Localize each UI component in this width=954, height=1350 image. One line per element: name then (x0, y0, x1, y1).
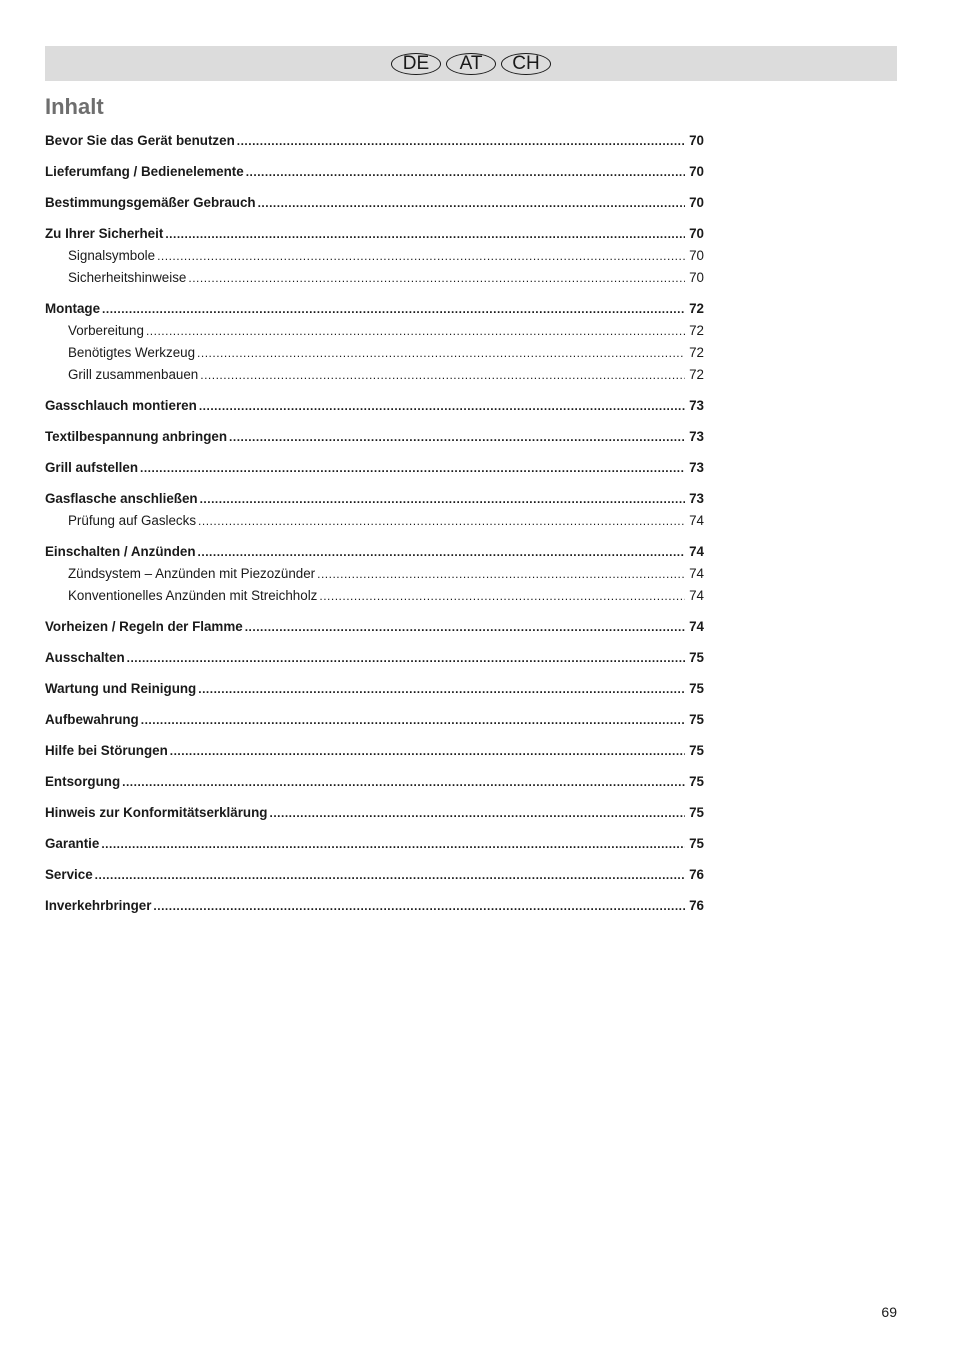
toc-section-entry (45, 298, 704, 320)
toc-entry-page: 74 (689, 588, 704, 603)
toc-entry-page: 75 (689, 836, 704, 851)
toc-entry-page: 74 (689, 544, 704, 559)
toc-section-entry (45, 740, 704, 762)
toc-entry-label: Entsorgung (45, 774, 121, 789)
toc-section-entry (45, 895, 704, 917)
toc-dot-leader (237, 130, 685, 152)
toc-section-entry (45, 130, 704, 152)
toc-dot-leader (170, 740, 685, 762)
toc-entry-label: Konventionelles Anzünden mit Streichholz (68, 588, 318, 603)
toc-entry-label: Benötigtes Werkzeug (68, 345, 196, 360)
toc-dot-leader (197, 342, 685, 364)
toc-entry-page: 72 (689, 345, 704, 360)
toc-entry-page: 72 (689, 323, 704, 338)
toc-dot-leader (140, 457, 685, 479)
toc-entry-page: 73 (689, 460, 704, 475)
toc-entry-page: 73 (689, 429, 704, 444)
toc-section-entry (45, 541, 704, 563)
toc-dot-leader (198, 541, 686, 563)
toc-entry-label: Montage (45, 301, 101, 316)
toc-entry-label: Hinweis zur Konformitätserklärung (45, 805, 268, 820)
toc-entry-page: 75 (689, 743, 704, 758)
toc-dot-leader (101, 833, 685, 855)
toc-entry-label: Hilfe bei Störungen (45, 743, 168, 758)
toc-dot-leader (269, 802, 685, 824)
toc-entry-page: 70 (689, 270, 704, 285)
toc-dot-leader (188, 267, 685, 289)
toc-section-entry (45, 488, 704, 510)
country-code-bar (45, 46, 897, 81)
toc-dot-leader (141, 709, 685, 731)
toc-entry-label: Aufbewahrung (45, 712, 139, 727)
toc-subsection-entry (45, 342, 704, 364)
toc-entry-page: 75 (689, 805, 704, 820)
toc-dot-leader (319, 585, 685, 607)
page-number: 69 (881, 1304, 897, 1320)
toc-entry-label: Wartung und Reinigung (45, 681, 197, 696)
toc-section-entry (45, 457, 704, 479)
toc-section-entry (45, 426, 704, 448)
toc-entry-label: Gasschlauch montieren (45, 398, 197, 413)
toc-dot-leader (198, 510, 685, 532)
toc-subsection-entry (45, 364, 704, 386)
toc-dot-leader (198, 678, 685, 700)
toc-entry-page: 70 (689, 164, 704, 179)
toc-entry-label: Einschalten / Anzünden (45, 544, 196, 559)
table-of-contents (45, 130, 704, 917)
toc-entry-page: 74 (689, 513, 704, 528)
toc-section-entry (45, 709, 704, 731)
toc-section-entry (45, 678, 704, 700)
toc-entry-label: Grill zusammenbauen (68, 367, 199, 382)
toc-dot-leader (127, 647, 685, 669)
toc-subsection-entry (45, 585, 704, 607)
toc-entry-label: Signalsymbole (68, 248, 156, 263)
toc-entry-page: 70 (689, 195, 704, 210)
toc-dot-leader (258, 192, 686, 214)
toc-entry-page: 75 (689, 712, 704, 727)
toc-entry-label: Lieferumfang / Bedienelemente (45, 164, 244, 179)
toc-entry-label: Bestimmungsgemäßer Gebrauch (45, 195, 256, 210)
toc-dot-leader (245, 616, 685, 638)
toc-section-entry (45, 395, 704, 417)
toc-section-entry (45, 771, 704, 793)
toc-dot-leader (200, 488, 686, 510)
toc-entry-page: 70 (689, 133, 704, 148)
toc-dot-leader (153, 895, 685, 917)
toc-entry-page: 74 (689, 619, 704, 634)
toc-entry-page: 76 (689, 867, 704, 882)
toc-dot-leader (146, 320, 685, 342)
page-title: Inhalt (45, 94, 104, 119)
toc-entry-label: Gasflasche anschließen (45, 491, 198, 506)
toc-entry-page: 75 (689, 650, 704, 665)
toc-entry-label: Vorbereitung (68, 323, 144, 338)
toc-entry-label: Bevor Sie das Gerät benutzen (45, 133, 235, 148)
toc-entry-page: 75 (689, 681, 704, 696)
toc-dot-leader (200, 364, 685, 386)
toc-section-entry (45, 192, 704, 214)
toc-dot-leader (229, 426, 685, 448)
toc-entry-page: 70 (689, 248, 704, 263)
toc-entry-label: Textilbespannung anbringen (45, 429, 228, 444)
country-badge-at: AT (446, 53, 496, 75)
toc-entry-page: 73 (689, 491, 704, 506)
toc-entry-label: Zündsystem – Anzünden mit Piezozünder (68, 566, 316, 581)
toc-section-entry (45, 864, 704, 886)
toc-entry-page: 76 (689, 898, 704, 913)
toc-entry-label: Sicherheitshinweise (68, 270, 187, 285)
toc-entry-page: 74 (689, 566, 704, 581)
toc-dot-leader (317, 563, 685, 585)
toc-entry-page: 72 (689, 301, 704, 316)
country-badge-de: DE (391, 53, 441, 75)
toc-subsection-entry (45, 510, 704, 532)
toc-dot-leader (122, 771, 685, 793)
toc-entry-page: 72 (689, 367, 704, 382)
toc-section-entry (45, 802, 704, 824)
toc-entry-label: Service (45, 867, 93, 882)
toc-entry-label: Inverkehrbringer (45, 898, 152, 913)
toc-entry-label: Vorheizen / Regeln der Flamme (45, 619, 243, 634)
toc-dot-leader (95, 864, 685, 886)
toc-dot-leader (102, 298, 685, 320)
toc-subsection-entry (45, 267, 704, 289)
toc-section-entry (45, 223, 704, 245)
toc-subsection-entry (45, 320, 704, 342)
toc-section-entry (45, 161, 704, 183)
toc-entry-label: Grill aufstellen (45, 460, 139, 475)
toc-section-entry (45, 833, 704, 855)
toc-entry-label: Ausschalten (45, 650, 125, 665)
toc-entry-label: Prüfung auf Gaslecks (68, 513, 197, 528)
toc-dot-leader (165, 223, 685, 245)
toc-section-entry (45, 616, 704, 638)
toc-section-entry (45, 647, 704, 669)
toc-entry-label: Garantie (45, 836, 100, 851)
toc-subsection-entry (45, 245, 704, 267)
toc-entry-page: 75 (689, 774, 704, 789)
toc-dot-leader (199, 395, 685, 417)
country-badge-ch: CH (501, 53, 551, 75)
toc-entry-label: Zu Ihrer Sicherheit (45, 226, 164, 241)
toc-subsection-entry (45, 563, 704, 585)
toc-entry-page: 70 (689, 226, 704, 241)
toc-dot-leader (246, 161, 685, 183)
toc-dot-leader (157, 245, 685, 267)
toc-entry-page: 73 (689, 398, 704, 413)
